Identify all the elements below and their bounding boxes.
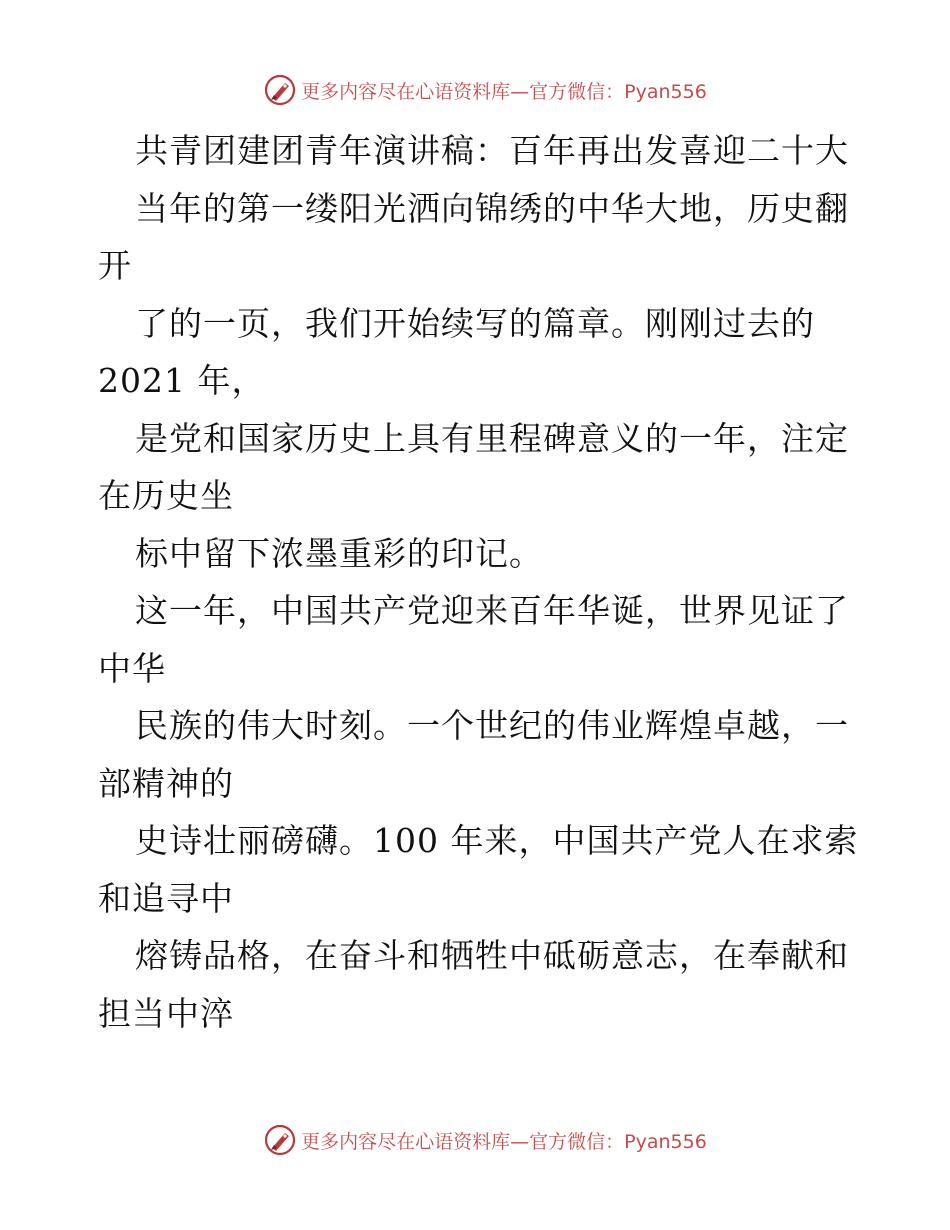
header-banner-text: 更多内容尽在心语资料库—官方微信：Pyan556 [301,80,707,103]
paragraph-line: 了的一页，我们开始续写的篇章。刚刚过去的 [135,303,815,343]
pen-nib-logo-icon [263,1123,297,1157]
footer-banner [0,1120,950,1160]
paragraph-line: 是党和国家历史上具有里程碑意义的一年，注定 [135,418,849,458]
paragraph-line: 民族的伟大时刻。一个世纪的伟业辉煌卓越，一 [135,706,849,745]
paragraph-line: 中华 [98,648,166,688]
footer-banner-text: 更多内容尽在心语资料库—官方微信：Pyan556 [301,1130,707,1153]
paragraph-line: 在历史坐 [98,476,234,515]
header-banner [0,70,950,110]
footer-banner-inner [263,1123,707,1157]
paragraph-line: 标中留下浓墨重彩的印记。 [135,533,543,573]
header-banner-inner [263,73,707,107]
paragraph-line: 开 [98,246,132,285]
paragraph-line: 当年的第一缕阳光洒向锦绣的中华大地，历史翻 [135,188,849,228]
paragraph-line: 和追寻中 [98,878,234,918]
paragraph-line: 熔铸品格，在奋斗和牺牲中砥砺意志，在奉献和 [135,936,849,975]
document-body [98,122,858,1042]
paragraph-line: 史诗壮丽磅礴。100 年来，中国共产党人在求索 [135,821,859,860]
paragraph-line: 担当中淬 [98,993,234,1033]
paragraph-line: 这一年，中国共产党迎来百年华诞，世界见证了 [135,591,849,630]
pen-nib-logo-icon [263,73,297,107]
paragraph-line: 共青团建团青年演讲稿：百年再出发喜迎二十大 [135,131,849,170]
paragraph-line: 2021 年， [98,361,266,400]
paragraph-line: 部精神的 [98,763,234,803]
